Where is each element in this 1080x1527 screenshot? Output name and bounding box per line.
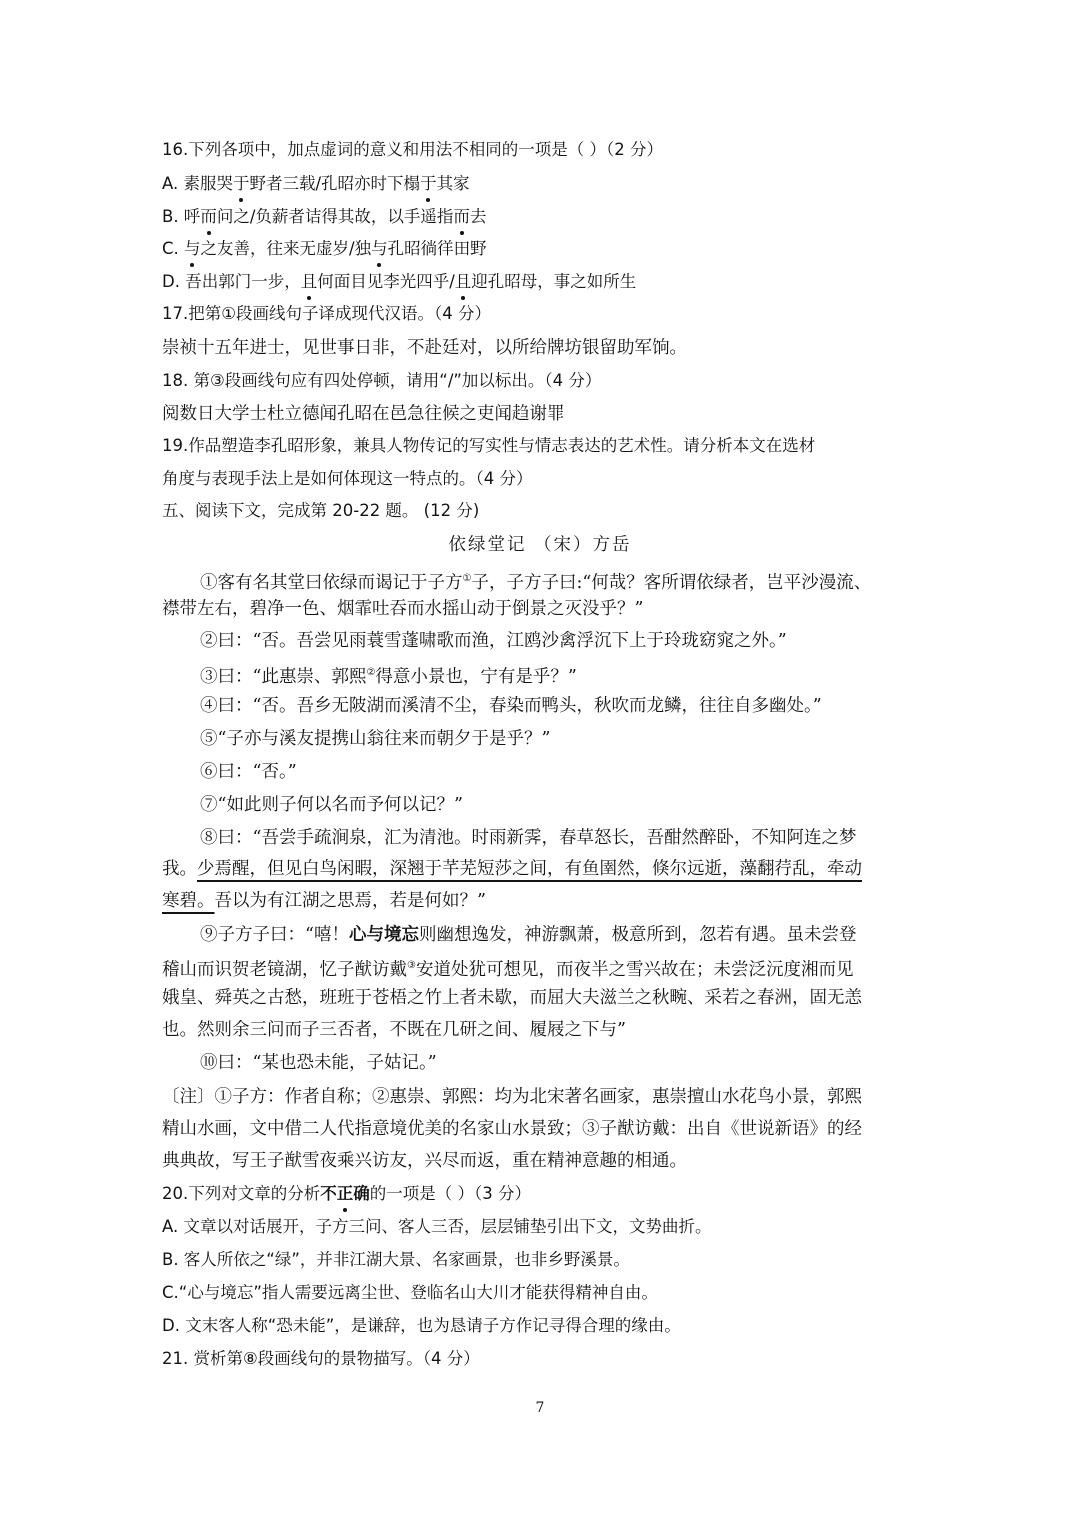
passage-p6: ⑥曰：“否。” [200, 762, 297, 782]
passage-p5: ⑤“子亦与溪友提携山翁往来而朝夕于是乎？” [200, 729, 551, 749]
q20-stem: 20.下列对文章的分析不正确的一项是（ ）（3 分） [162, 1182, 922, 1206]
passage-p9-line-4: 也。然则余三问而子三否者，不既在几研之间、履屐之下与” [162, 1020, 626, 1040]
passage-p9-line-3: 娥皇、舜英之古愁，班班于苍梧之竹上者未歇，而屈大夫滋兰之秋畹、采若之春洲，固无恙 [162, 988, 862, 1008]
passage-note-line-1: 〔注〕①子方：作者自称；②惠崇、郭熙：均为北宋著名画家，惠崇擅山水花鸟小景，郭熙 [162, 1087, 862, 1107]
passage-p9-line-1: ⑨子方子曰：“嘻！心与境忘则幽想逸发，神游飘萧，极意所到，忽若有遇。虽未尝登 [200, 925, 857, 945]
passage-p8-line-3: 寒碧。吾以为有江湖之思焉，若是何如？” [162, 891, 486, 911]
q17-sentence: 崇祯十五年进士，见世事日非，不赴廷对，以所给牌坊银留助军饷。 [162, 338, 687, 358]
passage-title: 依绿堂记 （宋）方岳 [448, 535, 632, 555]
passage-p1-line-2: 襟带左右，碧净一色、烟霏吐吞而水摇山动于倒景之灭没乎？” [162, 599, 644, 619]
underlined-sentence-end: 寒碧。 [162, 891, 215, 911]
q16-option-c: C. 与之友善，往来无虚岁/独与孔昭徜徉田野 [162, 237, 922, 261]
q17-stem: 17.把第①段画线句子译成现代汉语。（4 分） [162, 304, 492, 323]
page-number: 7 [535, 1400, 545, 1416]
q19-line-2: 角度与表现手法上是如何体现这一特点的。（4 分） [162, 469, 533, 488]
passage-p8-line-2: 我。少焉醒，但见白鸟闲暇，深翘于芊芜短莎之间，有鱼圉然，倏尔远逝，藻翻荇乱，牵动 [162, 859, 862, 879]
underlined-sentence: 少焉醒，但见白鸟闲暇，深翘于芊芜短莎之间，有鱼圉然，倏尔远逝，藻翻荇乱，牵动 [197, 859, 862, 879]
passage-p1-line-1: ①客有名其堂曰依绿而谒记于子方①子，子方子曰:“何哉？客所谓依绿者，岂平沙漫流、 [200, 572, 872, 593]
passage-p4: ④曰：“否。吾乡无陂湖而溪清不尘，春染而鸭头，秋吹而龙鳞，往往自多幽处。” [200, 696, 822, 716]
q16-option-b: B. 呼而问之/负薪者诘得其故，以手遥指而去 [162, 205, 922, 229]
q20-option-d: D. 文末客人称“恐未能”，是谦辞，也为恳请子方作记寻得合理的缘由。 [162, 1316, 681, 1335]
passage-p2: ②曰：“否。吾尝见雨蓑雪蓬啸歌而渔，江鸥沙禽浮沉下上于玲珑窈窕之外。” [200, 631, 787, 651]
passage-p9-line-2: 稽山而识贺老镜湖，忆子猷访戴③安道处犹可想见，而夜半之雪兴故在；未尝泛沅度湘而见 [162, 959, 854, 980]
passage-p10: ⑩曰：“某也恐未能，子姑记。” [200, 1053, 437, 1073]
section-5-heading: 五、阅读下文，完成第 20-22 题。 (12 分) [162, 501, 480, 520]
q18-sentence: 阅数日大学士杜立德闻孔昭在邑急往候之吏闻趋谢罪 [162, 404, 565, 424]
bold-phrase: 心与境忘 [348, 925, 419, 945]
q16-stem: 16.下列各项中，加点虚词的意义和用法不相同的一项是（ ）（2 分） [162, 140, 663, 159]
passage-p7: ⑦“如此则子何以名而予何以记？” [200, 795, 463, 815]
passage-note-line-3: 典典故，写王子猷雪夜乘兴访友，兴尽而返，重在精神意趣的相通。 [162, 1151, 687, 1171]
q20-option-b: B. 客人所依之“绿”，并非江湖大景、名家画景，也非乡野溪景。 [162, 1250, 630, 1269]
q20-option-c: C.“心与境忘”指人需要远离尘世、登临名山大川才能获得精神自由。 [162, 1283, 658, 1302]
q18-stem: 18. 第③段画线句应有四处停顿，请用“/”加以标出。（4 分） [162, 371, 602, 390]
q21-stem: 21. 赏析第⑧段画线句的景物描写。（4 分） [162, 1349, 480, 1368]
q16-option-d: D. 吾出郭门一步，且何面目见李光四乎/且迎孔昭母，事之如所生 [162, 270, 922, 294]
q20-option-a: A. 文章以对话展开，子方三问、客人三否，层层铺垫引出下文，文势曲折。 [162, 1217, 712, 1236]
q19-line-1: 19.作品塑造李孔昭形象，兼具人物传记的写实性与情志表达的艺术性。请分析本文在选材 [162, 436, 816, 455]
passage-p8-line-1: ⑧曰：“吾尝手疏涧泉，汇为清池。时雨新霁，春草怒长，吾酣然醉卧，不知阿连之梦 [200, 828, 857, 848]
passage-p3: ③曰：“此惠崇、郭熙②得意小景也，宁有是乎？” [200, 666, 577, 687]
passage-note-line-2: 精山水画，文中借二人代指意境优美的名家山水景致；③子猷访戴：出自《世说新语》的经 [162, 1119, 862, 1139]
q16-option-a: A. 素服哭于野者三载/孔昭亦时下榻于其家 [162, 172, 922, 196]
